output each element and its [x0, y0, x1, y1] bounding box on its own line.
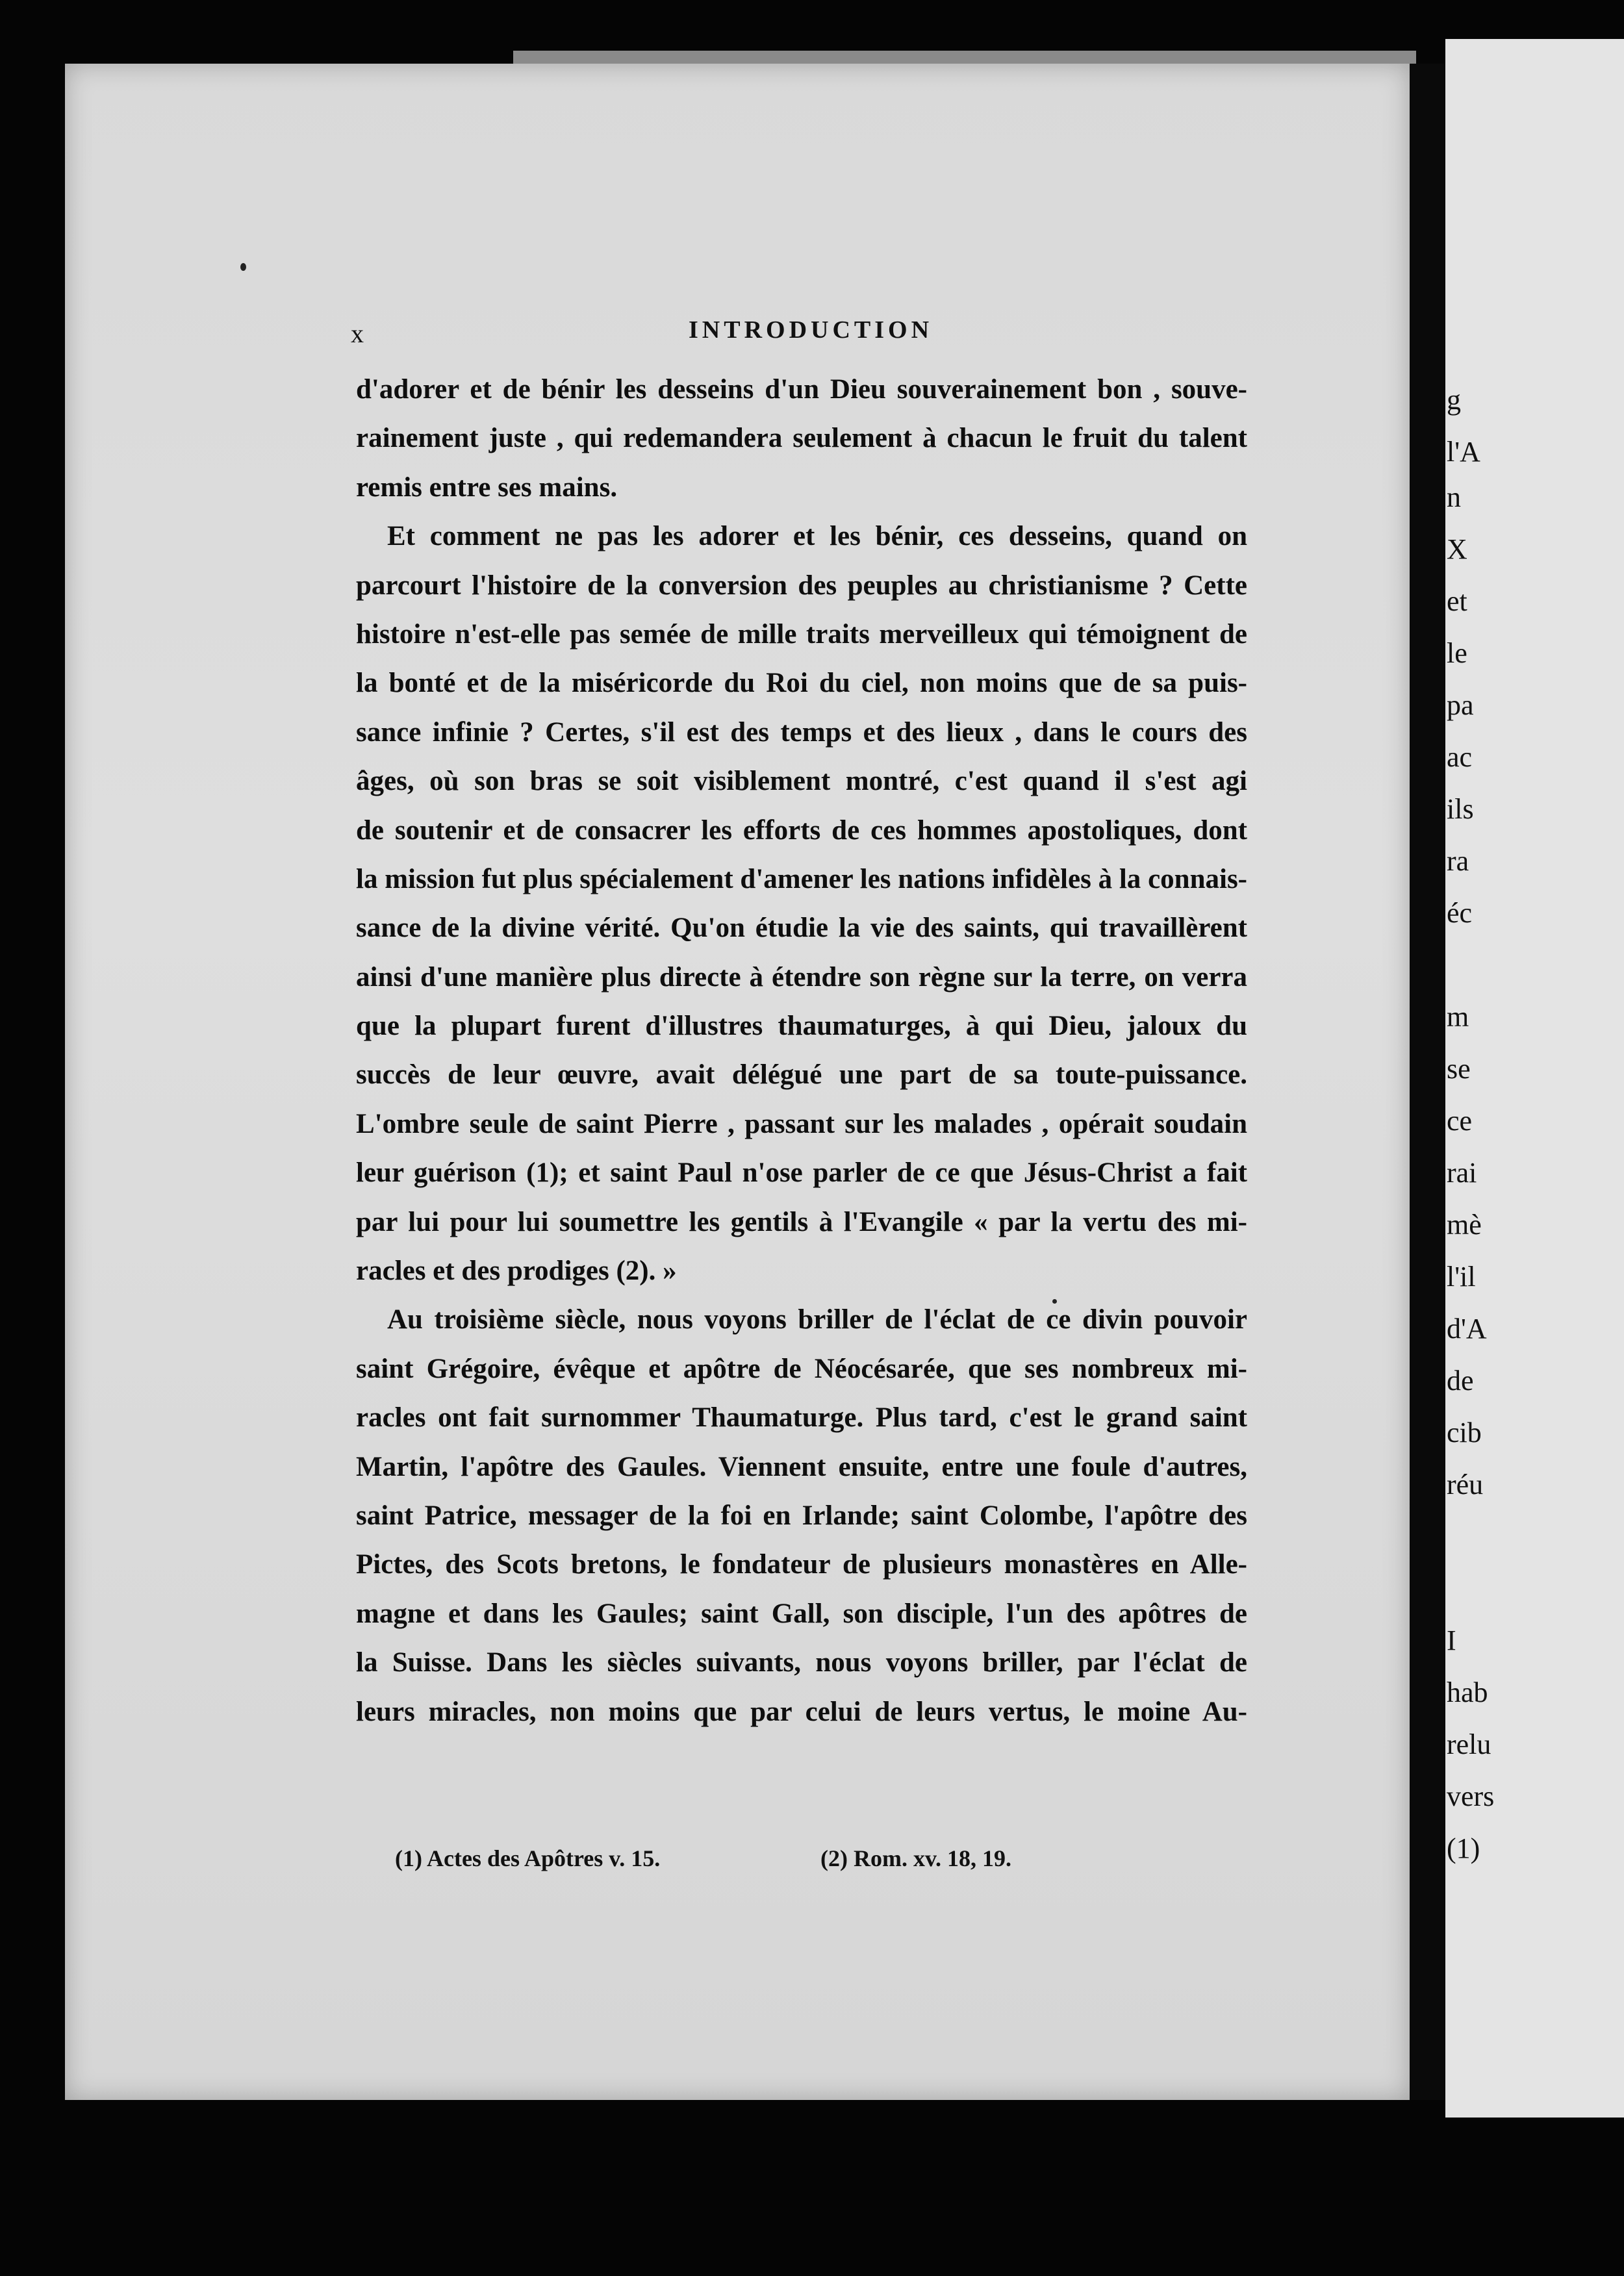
- facing-page-fragment: et: [1447, 585, 1467, 617]
- facing-page-fragment: le: [1447, 637, 1467, 669]
- running-head: INTRODUCTION: [689, 316, 933, 344]
- dust-speck: [1052, 1299, 1057, 1304]
- facing-page-fragment: réu: [1447, 1469, 1484, 1500]
- facing-page-fragment: ce: [1447, 1105, 1473, 1137]
- text-line: magne et dans les Gaules; saint Gall, son disciple, l'un des apôtres de: [356, 1598, 1247, 1629]
- facing-page-fragment: rai: [1447, 1157, 1477, 1189]
- text-line: la Suisse. Dans les siècles suivants, nous voyons briller, par l'éclat de: [356, 1647, 1247, 1678]
- facing-page-fragment: ac: [1447, 741, 1473, 773]
- facing-page-fragment: pa: [1447, 689, 1474, 721]
- facing-page-fragment: l'il: [1447, 1261, 1476, 1293]
- facing-page-fragment: g: [1447, 384, 1461, 416]
- text-line: saint Patrice, messager de la foi en Irlande; saint Colombe, l'apôtre des: [356, 1500, 1247, 1531]
- text-line: par lui pour lui soumettre les gentils à l'Evangile « par la vertu des mi-: [356, 1206, 1247, 1237]
- text-line: racles et des prodiges (2). »: [356, 1256, 677, 1287]
- text-line: ainsi d'une manière plus directe à étendre son règne sur la terre, on verra: [356, 961, 1247, 993]
- facing-page: [1445, 39, 1624, 2118]
- text-line: que la plupart furent d'illustres thaumaturges, à qui Dieu, jaloux du: [356, 1011, 1247, 1042]
- text-line: Au troisième siècle, nous voyons briller de l'éclat de ce divin pouvoir: [387, 1304, 1247, 1335]
- text-line: L'ombre seule de saint Pierre , passant sur les malades , opérait soudain: [356, 1108, 1247, 1139]
- text-line: saint Grégoire, évêque et apôtre de Néocésarée, que ses nombreux mi-: [356, 1353, 1247, 1384]
- body-text: [356, 365, 1247, 1736]
- facing-page-fragment: d'A: [1447, 1313, 1487, 1345]
- text-line: remis entre ses mains.: [356, 472, 618, 503]
- text-line: sance de la divine vérité. Qu'on étudie la vie des saints, qui travaillèrent: [356, 913, 1247, 944]
- facing-page-fragment: m: [1447, 1001, 1469, 1033]
- text-line: âges, où son bras se soit visiblement montré, c'est quand il s'est agi: [356, 766, 1247, 797]
- text-line: parcourt l'histoire de la conversion des peuples au christianisme ? Cette: [356, 570, 1247, 601]
- footnote-2: (2) Rom. xv. 18, 19.: [820, 1845, 1011, 1871]
- text-line: Et comment ne pas les adorer et les bénir, ces desseins, quand on: [387, 521, 1247, 552]
- facing-page-fragment: l'A: [1447, 436, 1480, 468]
- text-line: la bonté et de la miséricorde du Roi du ciel, non moins que de sa puis-: [356, 668, 1247, 699]
- text-line: d'adorer et de bénir les desseins d'un Dieu souverainement bon , souve-: [356, 374, 1247, 405]
- book-gutter: [1410, 64, 1449, 2100]
- text-line: la mission fut plus spécialement d'amener les nations infidèles à la connais-: [356, 863, 1247, 894]
- text-line: racles ont fait surnommer Thaumaturge. Plus tard, c'est le grand saint: [356, 1402, 1247, 1434]
- facing-page-fragment: hab: [1447, 1676, 1488, 1708]
- facing-page-fragment: ils: [1447, 793, 1474, 825]
- facing-page-fragment: vers: [1447, 1780, 1495, 1812]
- text-line: leurs miracles, non moins que par celui de leurs vertus, le moine Au-: [356, 1696, 1247, 1727]
- facing-page-fragment: cib: [1447, 1417, 1482, 1448]
- text-line: leur guérison (1); et saint Paul n'ose parler de ce que Jésus-Christ a fait: [356, 1157, 1247, 1189]
- facing-page-fragment: ra: [1447, 845, 1469, 877]
- page-number: x: [351, 319, 365, 348]
- facing-page-fragment: X: [1447, 533, 1467, 565]
- text-line: rainement juste , qui redemandera seulement à chacun le fruit du talent: [356, 423, 1247, 454]
- footnote-1: (1) Actes des Apôtres v. 15.: [395, 1845, 661, 1871]
- facing-page-fragment: de: [1447, 1365, 1474, 1397]
- text-line: histoire n'est-elle pas semée de mille traits merveilleux qui témoignent de: [356, 618, 1247, 650]
- text-line: sance infinie ? Certes, s'il est des temps et des lieux , dans le cours des: [356, 716, 1247, 748]
- text-line: Pictes, des Scots bretons, le fondateur de plusieurs monastères en Alle-: [356, 1549, 1247, 1580]
- dust-speck: [240, 263, 246, 271]
- facing-page-fragment: (1): [1447, 1832, 1480, 1864]
- facing-page-fragment: se: [1447, 1053, 1471, 1085]
- facing-page-fragment: éc: [1447, 897, 1473, 929]
- facing-page-fragment: mè: [1447, 1209, 1482, 1241]
- text-line: de soutenir et de consacrer les efforts de ces hommes apostoliques, dont: [356, 815, 1247, 846]
- text-line: Martin, l'apôtre des Gaules. Viennent ensuite, entre une foule d'autres,: [356, 1451, 1247, 1482]
- facing-page-fragment: relu: [1447, 1728, 1491, 1760]
- text-line: succès de leur œuvre, avait délégué une part de sa toute-puissance.: [356, 1059, 1247, 1091]
- facing-page-fragment: I: [1447, 1625, 1456, 1656]
- facing-page-fragment: n: [1447, 481, 1461, 513]
